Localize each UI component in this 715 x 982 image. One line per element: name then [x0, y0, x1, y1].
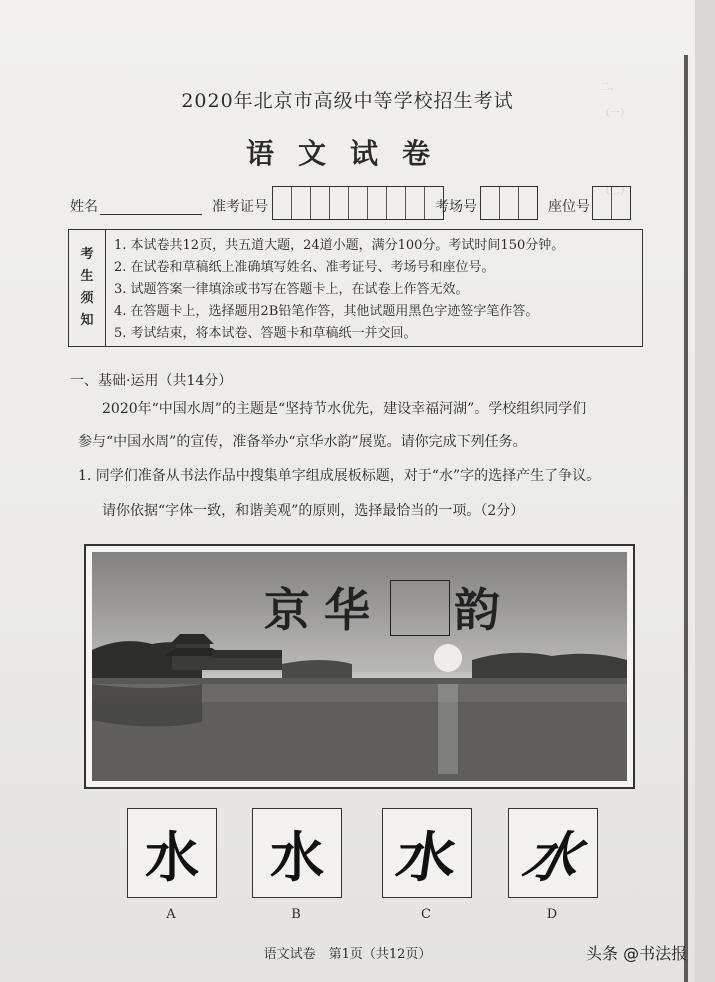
- choice-c-label: C: [421, 907, 431, 922]
- banner-char-1: 京: [264, 583, 310, 637]
- choice-b-glyph: 水: [270, 824, 324, 889]
- exam-id-label: 准考证号: [212, 199, 268, 215]
- notice-item: 4. 在答题卡上，选择题用2B铅笔作答，其他试题用黑色字迹签字笔作答。: [114, 304, 539, 319]
- watermark: 头条 @书法报: [586, 944, 688, 963]
- name-field[interactable]: [100, 214, 202, 215]
- exam-title: 2020年北京市高级中等学校招生考试: [181, 90, 514, 112]
- choice-d-glyph: 水: [517, 824, 588, 889]
- name-label: 姓名: [70, 199, 98, 215]
- notice-heading: 考 生 须 知: [69, 230, 106, 346]
- choice-c-glyph: 水: [392, 824, 461, 889]
- choice-b-box[interactable]: [252, 808, 342, 898]
- banner-char-2: 华: [324, 583, 370, 637]
- notice-item: 1. 本试卷共12页，共五道大题，24道小题，满分100分。考试时间150分钟。: [114, 238, 565, 253]
- candidate-notice-box: [68, 229, 643, 347]
- bleed-through-text: 二、 （一） （二）: [600, 82, 655, 197]
- page-footer: 语文试卷 第1页（共12页）: [263, 947, 432, 962]
- choice-b-label: B: [291, 907, 301, 922]
- banner-frame: [84, 544, 635, 789]
- seat-label: 座位号: [548, 199, 590, 215]
- notice-list: [114, 235, 634, 345]
- room-label: 考场号: [435, 199, 477, 215]
- notice-item: 5. 考试结束，将本试卷、答题卡和草稿纸一并交回。: [114, 326, 417, 341]
- choice-d-label: D: [546, 907, 558, 922]
- section-heading: 一、基础·运用（共14分）: [70, 373, 233, 389]
- intro-line-2: 参与“中国水周”的宣传，准备举办“京华水韵”展览。请你完成下列任务。: [78, 434, 527, 450]
- choice-d-box[interactable]: [508, 808, 598, 898]
- banner-blank-box: [390, 580, 450, 636]
- notice-item: 3. 试题答案一律填涂或书写在答题卡上，在试卷上作答无效。: [114, 282, 469, 297]
- banner-char-4: 韵: [454, 583, 500, 637]
- room-boxes[interactable]: [480, 186, 538, 220]
- question-1-line-2: 请你依据“字体一致，和谐美观”的原则，选择最恰当的一项。（2分）: [102, 503, 525, 519]
- banner-photo: [92, 552, 627, 781]
- choice-a-label: A: [166, 907, 176, 922]
- notice-item: 2. 在试卷和草稿纸上准确填写姓名、准考证号、考场号和座位号。: [114, 260, 495, 275]
- intro-line-1: 2020年“中国水周”的主题是“坚持节水优先，建设幸福河湖”。学校组织同学们: [102, 401, 587, 417]
- page-edge-shadow: [684, 55, 688, 982]
- choice-a-glyph: 水: [145, 825, 199, 889]
- exam-id-boxes[interactable]: [272, 186, 444, 220]
- choice-a-box[interactable]: [127, 808, 217, 898]
- question-1-line-1: 1. 同学们准备从书法作品中搜集单字组成展板标题，对于“水”字的选择产生了争议。: [78, 468, 601, 484]
- seat-boxes[interactable]: [592, 186, 631, 220]
- paper-title: 语文试卷: [245, 137, 454, 170]
- choice-c-box[interactable]: [382, 808, 472, 898]
